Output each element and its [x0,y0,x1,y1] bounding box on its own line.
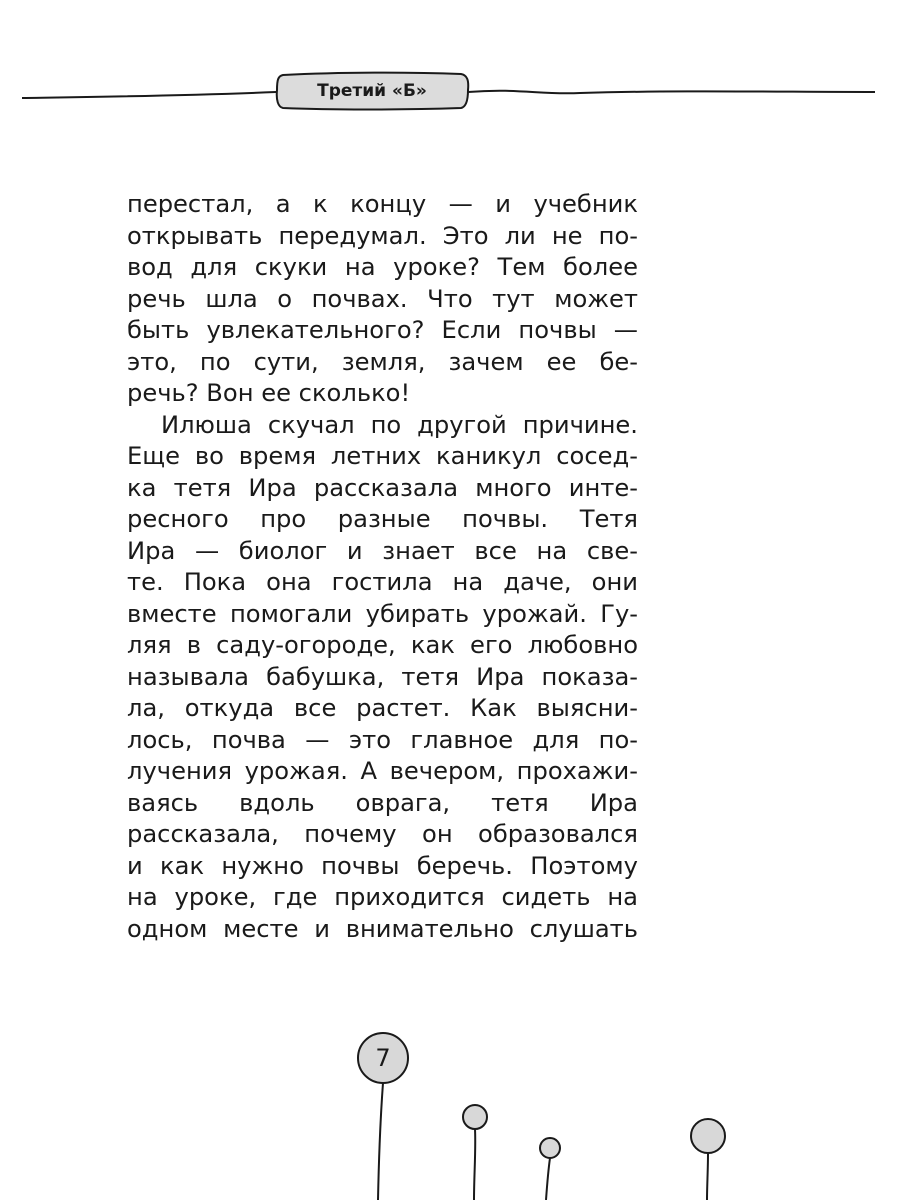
text-line: Ира — биолог и знает все на све- [127,536,638,565]
balloon-string-1 [378,1083,383,1200]
text-line: на уроке, где приходится сидеть на [127,883,638,911]
text-line: ла, откуда все растет. Как выясни- [127,694,638,722]
text-line: речь шла о почвах. Что тут может [127,284,638,313]
text-line: перестал, а к концу — и учебник [127,190,638,218]
text-line: быть увлекательного? Если почвы — [127,316,638,344]
text-line: называла бабушка, тетя Ира показа- [127,662,638,691]
text-line: открывать передумал. Это ли не по- [127,221,638,250]
balloon-string-4 [707,1153,708,1200]
header-rule-right [468,91,875,94]
header-rule-left [22,92,276,98]
balloon-3 [540,1138,560,1158]
text-line: ваясь вдоль оврага, тетя Ира [127,788,638,817]
text-line: лучения урожая. А вечером, прохажи- [127,757,638,785]
text-line: лось, почва — это главное для по- [127,725,638,754]
page-number: 7 [375,1044,391,1072]
text-line: вод для скуки на уроке? Тем более [127,253,638,281]
balloon-string-2 [474,1129,475,1200]
text-line: ляя в саду-огороде, как его любовно [127,631,638,659]
running-header-title: Третий «Б» [317,81,427,101]
text-line: одном месте и внимательно слушать [127,914,638,943]
text-line: те. Пока она гостила на даче, они [127,568,638,596]
balloon-2 [463,1105,487,1129]
text-line: речь? Вон ее сколько! [127,379,411,407]
text-line: это, по сути, земля, зачем ее бе- [127,347,638,376]
text-line: Еще во время летних каникул сосед- [127,442,638,470]
paragraph-start-line: Илюша скучал по другой причине. [161,410,638,439]
body-text [127,189,638,945]
text-line: и как нужно почвы беречь. Поэтому [127,851,638,880]
text-line: ресного про разные почвы. Тетя [127,505,638,533]
balloon-4 [691,1119,725,1153]
text-line: вместе помогали убирать урожай. Гу- [127,599,638,628]
text-line: рассказала, почему он образовался [127,820,638,848]
text-line: ка тетя Ира рассказала много инте- [127,473,638,502]
balloon-string-3 [546,1158,550,1200]
